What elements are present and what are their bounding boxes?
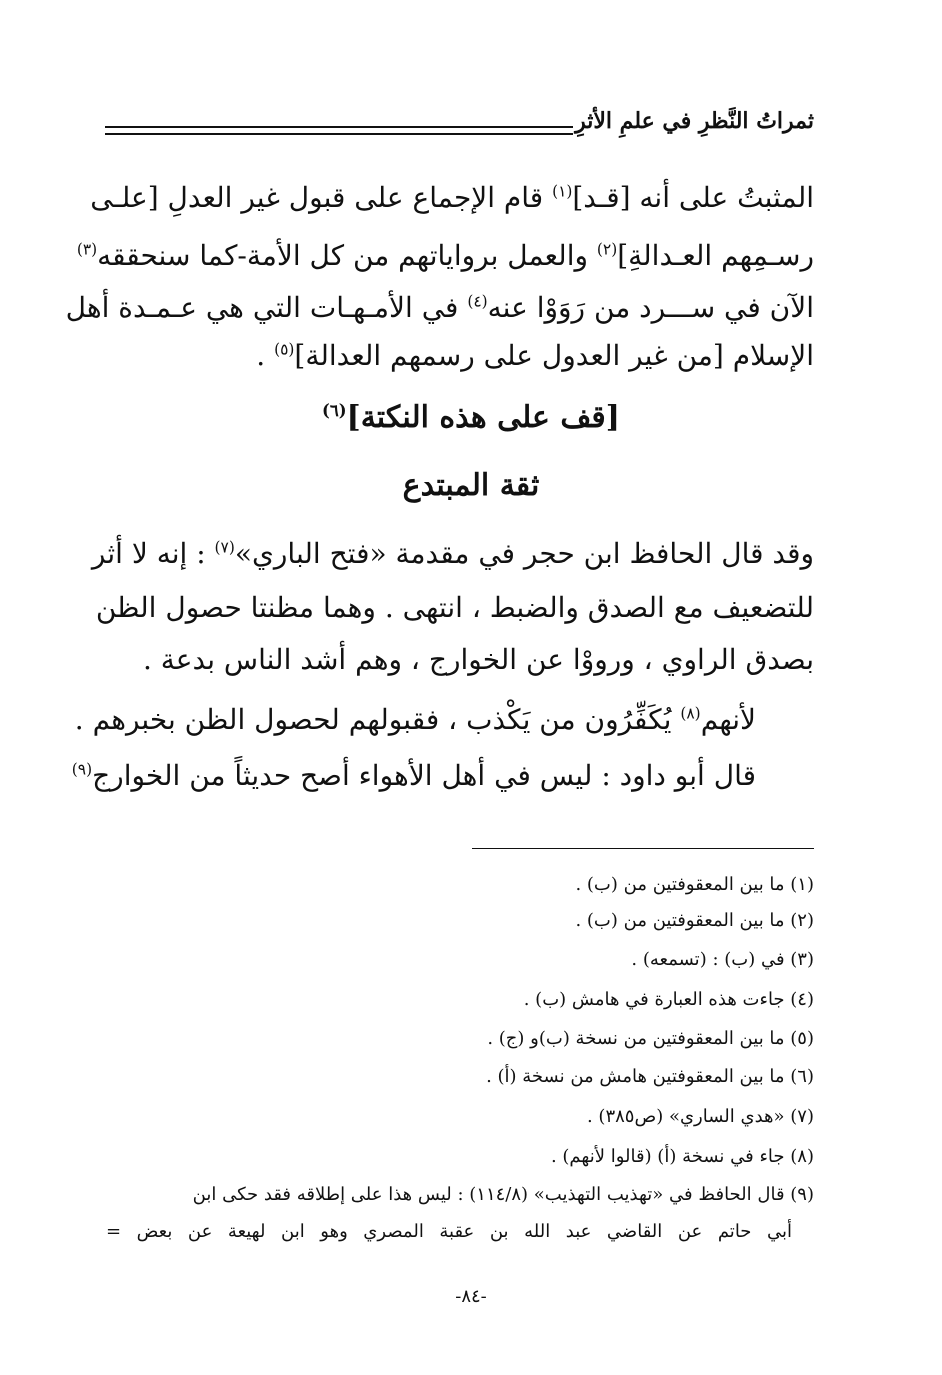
footnote-ref: (٩) (71, 760, 93, 779)
body-line: للتضعيف مع الصدق والضبط ، انتهى . وهما مظنتا حصول الظن (95, 591, 814, 624)
footnote: (٩) قال الحافظ في «تهذيب التهذيب» (١١٤/٨) : ليس هذا على إطلاقه فقد حكى ابن (192, 1184, 814, 1205)
footnote-ref: (٨) (680, 704, 701, 723)
body-line: لأنهم$^{(٨)}$ يُكَفِّرُون من يَكْذب ، فقبولهم لحصول الظن بخبرهم . (74, 703, 756, 736)
footnote: (٨) جاء في نسخة (أ) (قالوا لأنهم) . (550, 1146, 814, 1167)
footnote-ref: (٦) (322, 401, 347, 420)
footnote-ref: (٣) (76, 240, 98, 259)
body-line: رسـمِهم العـدالةِ]$^{(٢)}$ والعمل برواياتهم من كل الأمة-كما سنحققه$^{(٣)}$ (76, 239, 814, 272)
footnote: (٦) ما بين المعقوفتين هامش من نسخة (أ) . (486, 1066, 814, 1087)
footnote: (٥) ما بين المعقوفتين من نسخة (ب)و (ج) . (487, 1028, 814, 1049)
body-line: الإسلام [من غير العدول على رسمهم العدالة]$^{(٥)}$ . (256, 339, 814, 372)
footnote: (٧) «هدي الساري» (ص٣٨٥) . (586, 1106, 814, 1127)
footnote-ref: (٥) (274, 340, 295, 359)
body-line: قال أبو داود : ليس في أهل الأهواء أصح حديثاً من الخوارج$^{(٩)}$ (71, 759, 756, 792)
running-head: ثمراتُ النَّظرِ في علمِ الأثرِ (575, 108, 814, 134)
footnote-continuation: أبي حاتم عن القاضي عبد الله بن عقبة المصري وهو ابن لهيعة عن بعض = (106, 1221, 792, 1242)
footnote-ref: (٢) (596, 240, 618, 259)
body-line: وقد قال الحافظ ابن حجر في مقدمة «فتح الباري»$^{(٧)}$ : إنه لا أثر (91, 537, 814, 570)
body-line: المثبتُ على أنه [قـد]$^{(١)}$ قام الإجماع على قبول غير العدلِ [علـى (90, 181, 814, 214)
body-line: الآن في ســـرد من رَوَوْا عنه$^{(٤)}$ في الأمـهـات التي هي عـمـدة أهل (65, 291, 814, 324)
page-number: -٨٤- (455, 1286, 487, 1307)
header-rule (105, 126, 573, 128)
section-heading: ثقة المبتدع (402, 468, 540, 503)
footnote-ref: (٧) (214, 538, 235, 557)
footnote-rule (472, 848, 814, 849)
footnote: (٣) في (ب) : (تسمعه) . (631, 949, 814, 970)
body-line: بصدق الراوي ، ورووْا عن الخوارج ، وهم أشد الناس بدعة . (142, 643, 814, 676)
footnote: (٤) جاءت هذه العبارة في هامش (ب) . (523, 989, 814, 1010)
section-heading: [قف على هذه النكتة]$^{(٦)}$ (322, 400, 620, 435)
footnote-ref: (٤) (467, 292, 488, 311)
footnote: (٢) ما بين المعقوفتين من (ب) . (575, 910, 814, 931)
footnote: (١) ما بين المعقوفتين من (ب) . (575, 874, 814, 895)
header-rule (105, 133, 573, 135)
footnote-ref: (١) (552, 182, 573, 201)
